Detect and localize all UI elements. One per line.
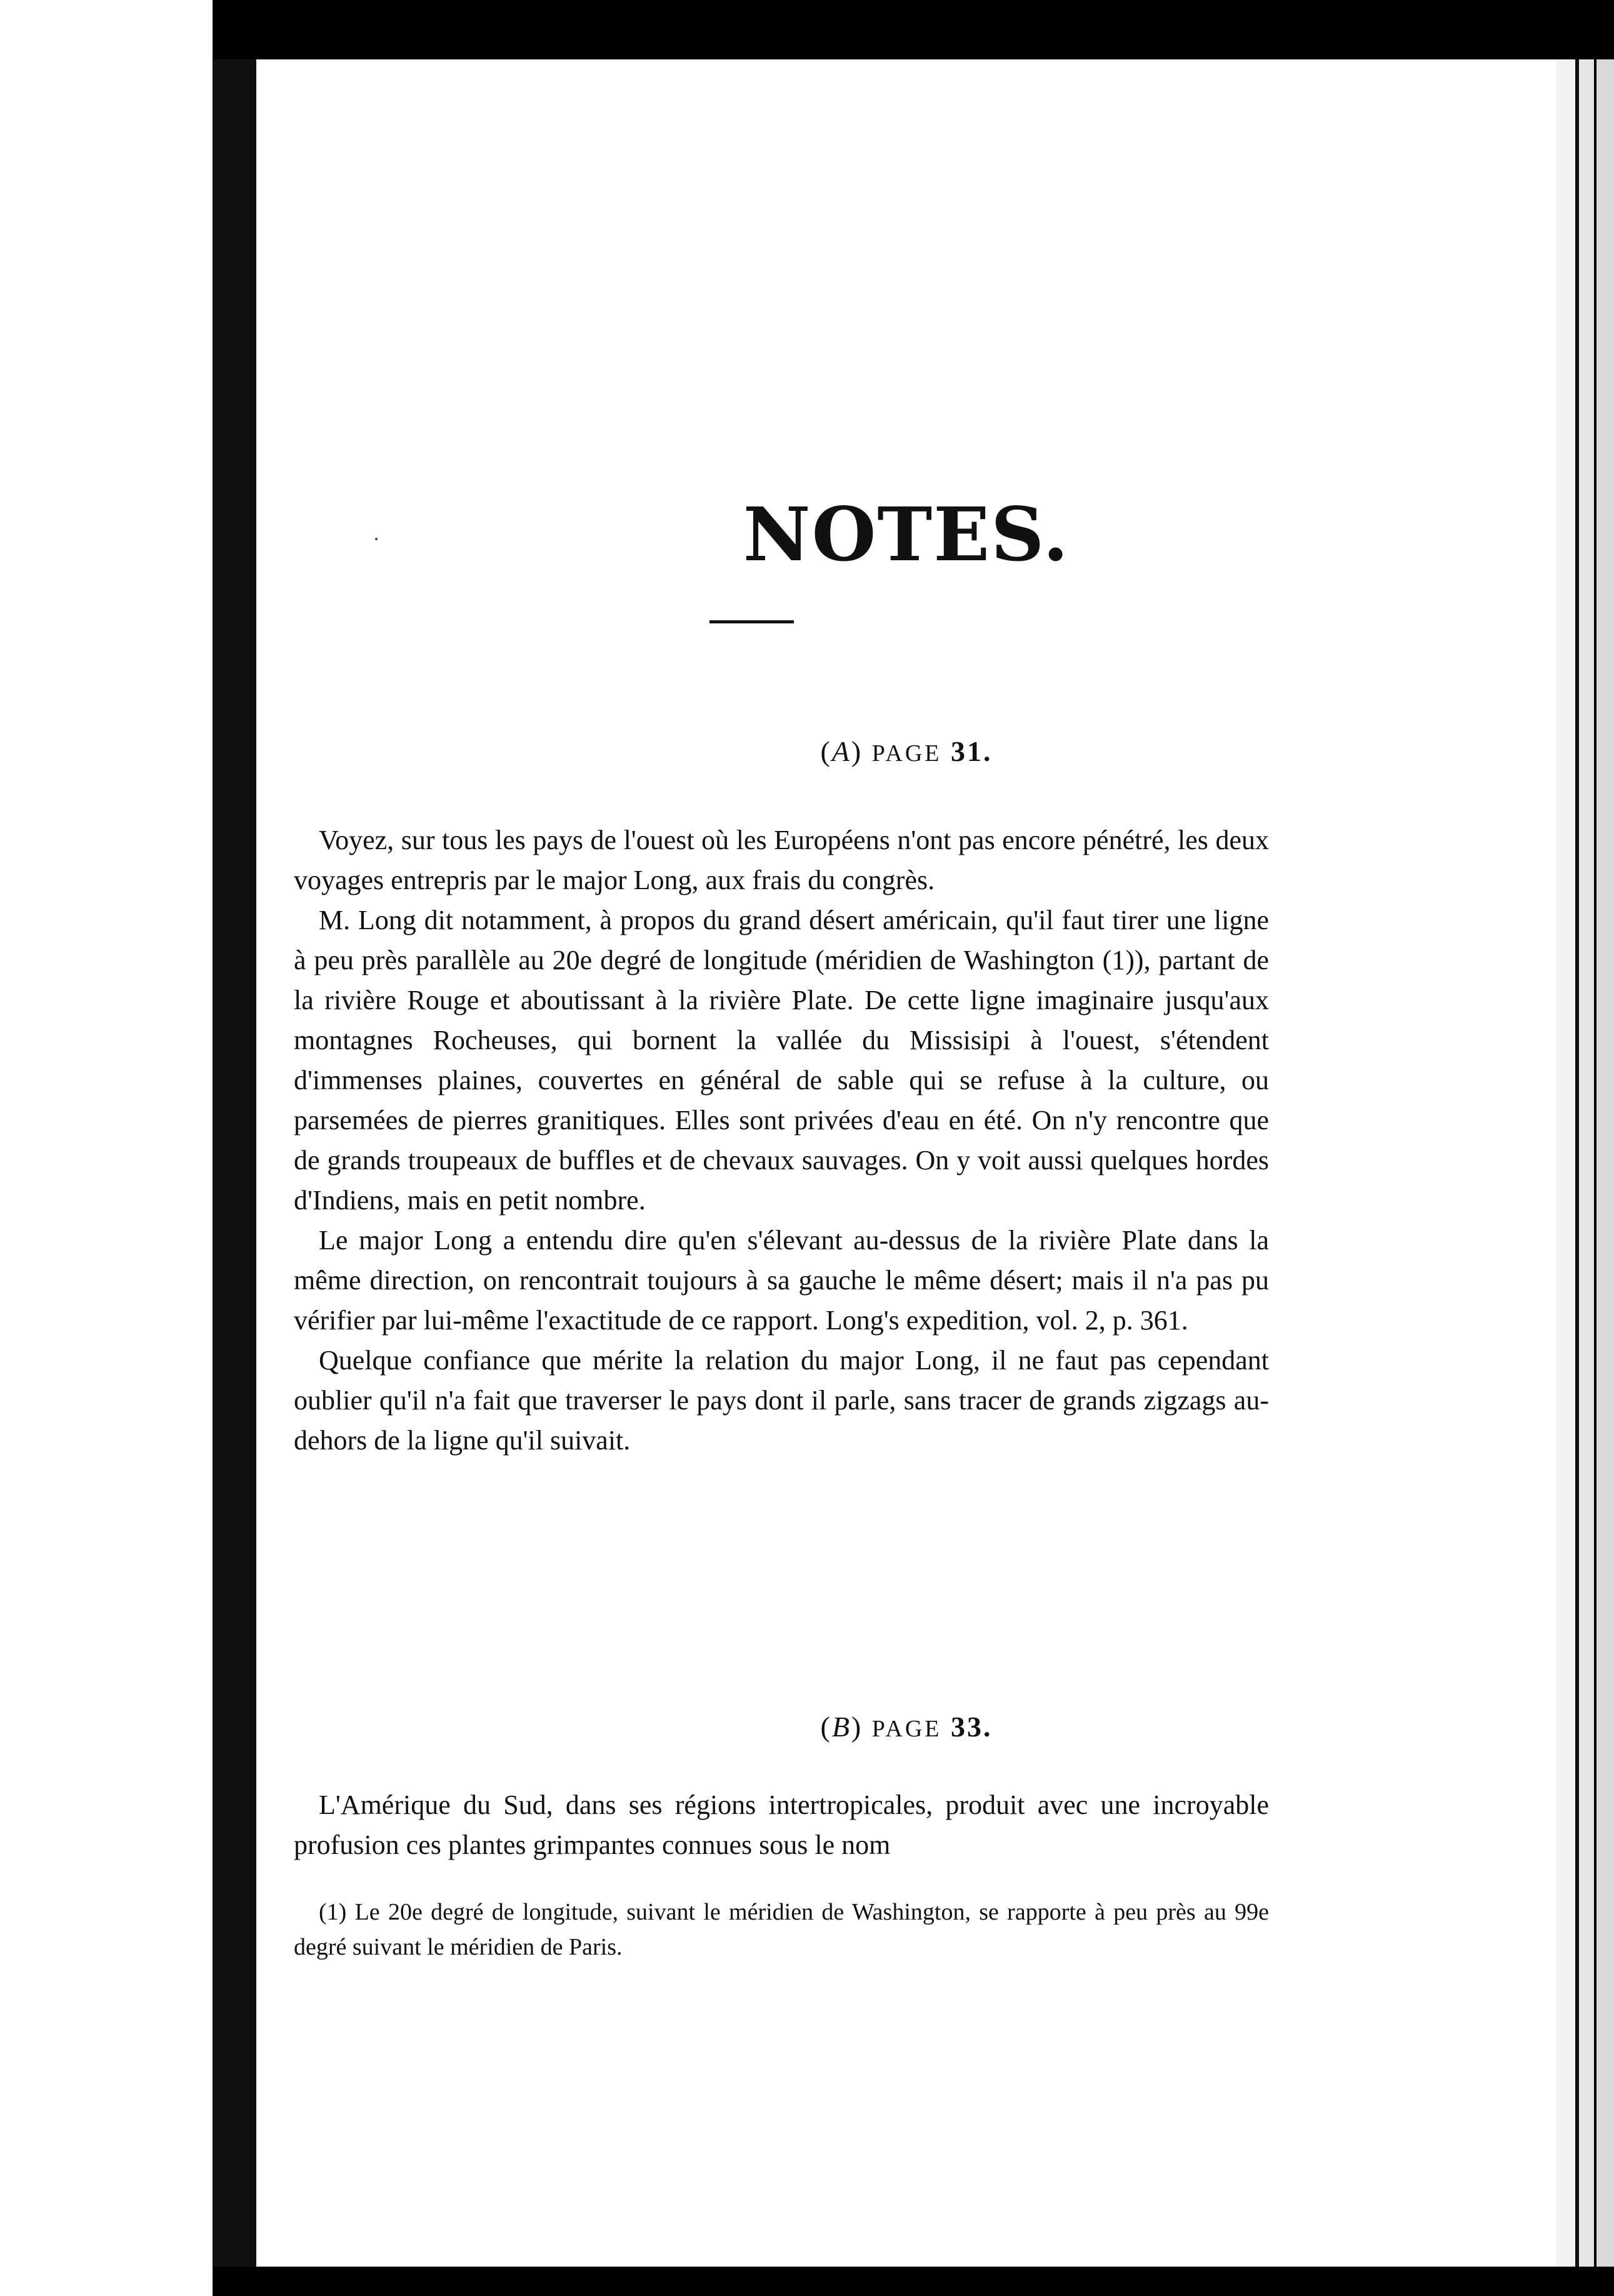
page-stack-edge — [1556, 59, 1614, 2267]
section-label: PAGE — [871, 740, 942, 767]
page-title: NOTES. — [743, 491, 1070, 578]
section-a-text — [294, 820, 1269, 1461]
section-heading-a: (A) PAGE 31. — [820, 735, 993, 767]
scan-left-margin — [0, 0, 213, 2296]
book-page — [256, 59, 1556, 2267]
paragraph: L'Amérique du Sud, dans ses régions intertropicales, produit avec une incroyable profusion ces plantes grimpantes connues sous le nom — [294, 1790, 1269, 1860]
section-letter: A — [831, 735, 851, 767]
section-letter: B — [831, 1711, 851, 1743]
paragraph: M. Long dit notamment, à propos du grand désert américain, qu'il faut tirer une ligne à peu près parallèle au 20e degré de longitude (méridien de Washington (1)), partant de la rivière Rouge et aboutissant à la rivière Plate. De cette ligne imaginaire jusqu'aux montagnes Rocheuses, qui bornent la vallée du Missisipi à l'ouest, s'étendent d'immenses plaines, couvertes en général de sable qui se refuse à la culture, ou parsemées de pierres granitiques. Elles sont privées d'eau en été. On n'y rencontre que de grands troupeaux de buffles et de chevaux sauvages. On y voit aussi quelques hordes d'Indiens, mais en petit nombre. — [294, 905, 1269, 1216]
section-page-number: 33. — [951, 1711, 993, 1743]
footnote — [294, 1895, 1269, 1965]
section-label: PAGE — [871, 1716, 942, 1742]
paragraph: Voyez, sur tous les pays de l'ouest où les Européens n'ont pas encore pénétré, les deux voyages entrepris par le major Long, aux frais du congrès. — [294, 825, 1269, 895]
book-binding-edge — [213, 59, 256, 2267]
paragraph: Le major Long a entendu dire qu'en s'élevant au-dessus de la rivière Plate dans la même direction, on rencontrait toujours à sa gauche le même désert; mais il n'a pas pu vérifier par lui-même l'exactitude de ce rapport. Long's expedition, vol. 2, p. 361. — [294, 1225, 1269, 1336]
section-heading-b: (B) PAGE 33. — [820, 1711, 993, 1743]
title-rule — [709, 620, 794, 623]
section-page-number: 31. — [951, 735, 993, 767]
footnote-text: (1) Le 20e degré de longitude, suivant le méridien de Washington, se rapporte à peu près au 99e degré suivant le méridien de Paris. — [294, 1899, 1269, 1960]
section-b-text — [294, 1785, 1269, 1865]
paragraph: Quelque confiance que mérite la relation du major Long, il ne faut pas cependant oublier qu'il n'a fait que traverser le pays dont il parle, sans tracer de grands zigzags au-dehors de la ligne qu'il suivait. — [294, 1345, 1269, 1456]
